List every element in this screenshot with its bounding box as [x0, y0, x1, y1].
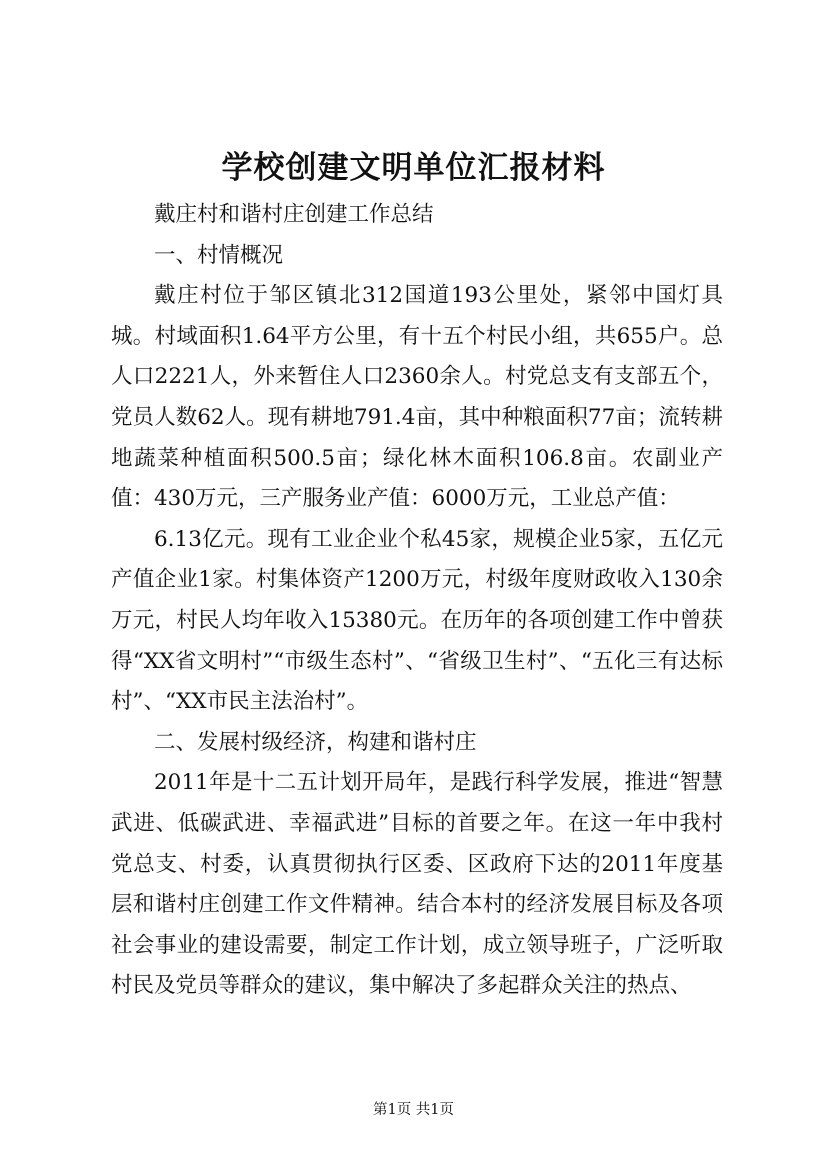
paragraph-section-heading-1: 一、村情概况 — [154, 242, 284, 268]
paragraph-subtitle: 戴庄村和谐村庄创建工作总结 — [154, 202, 434, 227]
document-title: 学校创建文明单位汇报材料 — [221, 150, 606, 186]
paragraph-development-2011: 2011年是十二五计划开局年，是践行科学发展，推进“智慧武进、低碳武进、幸福武进”目标的首要之年。在这一年中我村党总支、村委，认真贯彻执行区委、区政府下达的2011年度基层和谐村庄创建工作文件精神。结合本村的经济发展目标及各项社会事业的建设需要，制定工作计划，成立领导班子，广泛听取村民及党员等群众的建议，集中解决了多起群众关注的热点、 — [111, 770, 723, 999]
paragraph-section-heading-2: 二、发展村级经济，构建和谐村庄 — [154, 729, 477, 755]
paragraph-village-overview: 戴庄村位于邹区镇北312国道193公里处，紧邻中国灯具城。村域面积1.64平方公里，有十五个村民小组，共655户。总人口2221人，外来暂住人口2360余人。村党总支有支部五个，党员人数62人。现有耕地791.4亩，其中种粮面积77亩；流转耕地蔬菜种植面积500.5亩；绿化林木面积106.8亩。农副业产值：430万元，三产服务业产值：6000万元，工业总产值： — [111, 283, 723, 512]
document-body — [111, 195, 723, 1007]
page-number-footer: 第1页 共1页 — [372, 1102, 455, 1118]
paragraph-village-economy: 6.13亿元。现有工业企业个私45家，规模企业5家，五亿元产值企业1家。村集体资产1200万元，村级年度财政收入130余万元，村民人均年收入15380元。在历年的各项创建工作中曾获得“XX省文明村”“市级生态村”、“省级卫生村”、“五化三有达标村”、“XX市民主法治村”。 — [111, 526, 723, 715]
